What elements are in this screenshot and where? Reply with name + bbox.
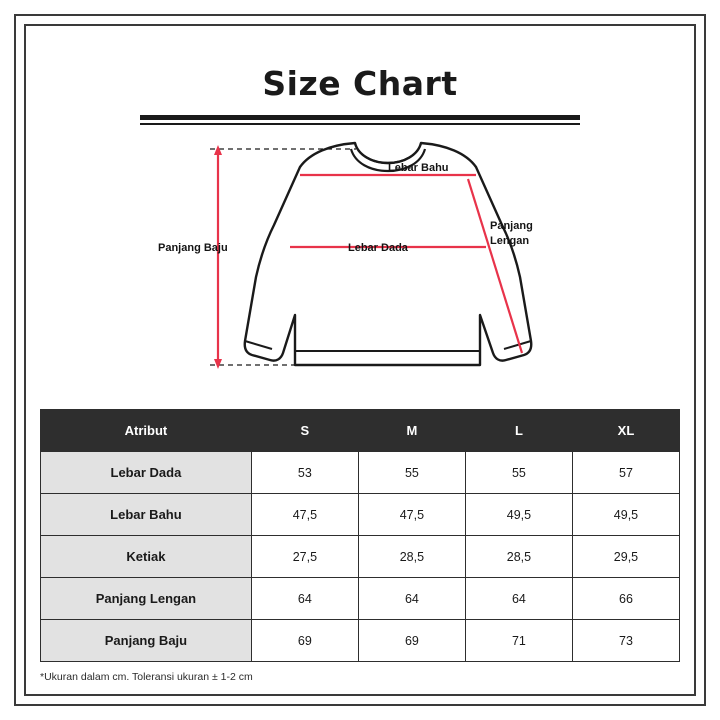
cell-xl: 49,5 (572, 494, 679, 536)
row-attribute: Panjang Baju (41, 620, 252, 662)
cell-m: 47,5 (358, 494, 465, 536)
table-row (41, 578, 680, 620)
footnote: *Ukuran dalam cm. Toleransi ukuran ± 1-2 cm (40, 671, 253, 683)
table-header-m: M (358, 410, 465, 452)
cell-s: 47,5 (251, 494, 358, 536)
cell-m: 55 (358, 452, 465, 494)
table-header-attribute: Atribut (41, 410, 252, 452)
table-header-s: S (251, 410, 358, 452)
cell-s: 53 (251, 452, 358, 494)
size-table-wrap (40, 409, 680, 683)
cell-l: 55 (465, 452, 572, 494)
cell-s: 27,5 (251, 536, 358, 578)
cell-l: 71 (465, 620, 572, 662)
table-row (41, 620, 680, 662)
garment-diagram (40, 129, 680, 407)
cell-l: 49,5 (465, 494, 572, 536)
label-lebar-bahu: Lebar Bahu (388, 162, 449, 174)
table-row (41, 494, 680, 536)
page-content (40, 38, 680, 682)
label-panjang-baju: Panjang Baju (158, 242, 228, 254)
cell-xl: 29,5 (572, 536, 679, 578)
cell-m: 64 (358, 578, 465, 620)
cell-xl: 57 (572, 452, 679, 494)
size-table (40, 409, 680, 662)
label-panjang-lengan-line2: Lengan (490, 235, 530, 247)
garment-shape (245, 143, 531, 365)
cell-s: 69 (251, 620, 358, 662)
table-header-xl: XL (572, 410, 679, 452)
table-header-row (41, 410, 680, 452)
label-lebar-dada: Lebar Dada (348, 242, 408, 254)
page-title: Size Chart (262, 64, 458, 103)
table-row (41, 452, 680, 494)
table-row (41, 536, 680, 578)
divider-thin (140, 123, 580, 125)
cell-s: 64 (251, 578, 358, 620)
cell-m: 28,5 (358, 536, 465, 578)
row-attribute: Lebar Dada (41, 452, 252, 494)
row-attribute: Lebar Bahu (41, 494, 252, 536)
label-panjang-lengan-line1: Panjang (490, 220, 533, 232)
cell-xl: 73 (572, 620, 679, 662)
table-header-l: L (465, 410, 572, 452)
cell-xl: 66 (572, 578, 679, 620)
divider-thick (140, 115, 580, 120)
row-attribute: Ketiak (41, 536, 252, 578)
cell-l: 64 (465, 578, 572, 620)
cell-m: 69 (358, 620, 465, 662)
row-attribute: Panjang Lengan (41, 578, 252, 620)
cell-l: 28,5 (465, 536, 572, 578)
garment-diagram-svg (150, 129, 570, 399)
title-divider (140, 115, 580, 125)
